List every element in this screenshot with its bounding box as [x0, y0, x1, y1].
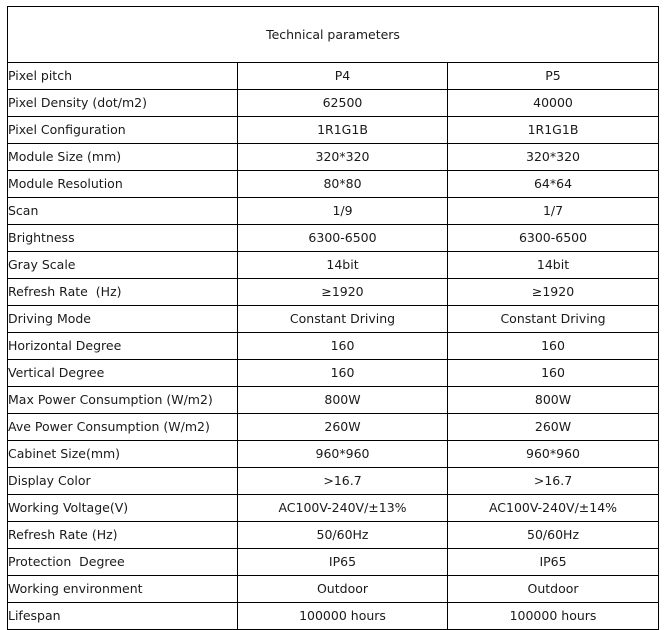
spec-sheet: [7, 6, 658, 621]
parameter-name-cell: Max Power Consumption (W/m2): [8, 387, 238, 414]
p4-value-cell: 100000 hours: [238, 603, 448, 630]
p5-value-cell: Constant Driving: [448, 306, 659, 333]
p4-value-cell: 320*320: [238, 144, 448, 171]
p4-value-cell: >16.7: [238, 468, 448, 495]
p4-value-cell: 960*960: [238, 441, 448, 468]
table-row: [8, 468, 659, 495]
p5-value-cell: P5: [448, 63, 659, 90]
p4-value-cell: 80*80: [238, 171, 448, 198]
parameter-name-cell: Vertical Degree: [8, 360, 238, 387]
p5-value-cell: Outdoor: [448, 576, 659, 603]
table-row: [8, 225, 659, 252]
table-row: [8, 198, 659, 225]
parameter-name-cell: Refresh Rate (Hz): [8, 522, 238, 549]
p4-value-cell: AC100V-240V/±13%: [238, 495, 448, 522]
table-row: [8, 117, 659, 144]
table-row: [8, 252, 659, 279]
p4-value-cell: 260W: [238, 414, 448, 441]
parameter-name-cell: Lifespan: [8, 603, 238, 630]
table-row: [8, 279, 659, 306]
parameter-name-cell: Module Resolution: [8, 171, 238, 198]
p5-value-cell: AC100V-240V/±14%: [448, 495, 659, 522]
parameter-name-cell: Horizontal Degree: [8, 333, 238, 360]
p5-value-cell: 6300-6500: [448, 225, 659, 252]
parameter-name-cell: Working environment: [8, 576, 238, 603]
parameter-name-cell: Pixel Density (dot/m2): [8, 90, 238, 117]
parameter-name-cell: Cabinet Size(mm): [8, 441, 238, 468]
p4-value-cell: 1/9: [238, 198, 448, 225]
parameter-name-cell: Driving Mode: [8, 306, 238, 333]
p5-value-cell: 1R1G1B: [448, 117, 659, 144]
p4-value-cell: 1R1G1B: [238, 117, 448, 144]
table-row: [8, 306, 659, 333]
table-row: [8, 90, 659, 117]
parameter-name-cell: Pixel pitch: [8, 63, 238, 90]
table-title-row: [8, 7, 659, 63]
parameter-name-cell: Brightness: [8, 225, 238, 252]
p5-value-cell: 50/60Hz: [448, 522, 659, 549]
p5-value-cell: 1/7: [448, 198, 659, 225]
p5-value-cell: 100000 hours: [448, 603, 659, 630]
technical-parameters-table: [7, 6, 659, 630]
table-row: [8, 522, 659, 549]
table-row: [8, 171, 659, 198]
parameter-name-cell: Gray Scale: [8, 252, 238, 279]
p5-value-cell: 960*960: [448, 441, 659, 468]
p5-value-cell: ≥1920: [448, 279, 659, 306]
parameter-name-cell: Protection Degree: [8, 549, 238, 576]
table-title: Technical parameters: [8, 7, 659, 63]
p5-value-cell: 160: [448, 333, 659, 360]
table-row: [8, 441, 659, 468]
parameter-name-cell: Display Color: [8, 468, 238, 495]
p5-value-cell: >16.7: [448, 468, 659, 495]
table-row: [8, 576, 659, 603]
p5-value-cell: 64*64: [448, 171, 659, 198]
p4-value-cell: 160: [238, 360, 448, 387]
table-row: [8, 603, 659, 630]
table-row: [8, 495, 659, 522]
p4-value-cell: P4: [238, 63, 448, 90]
p5-value-cell: 160: [448, 360, 659, 387]
p5-value-cell: 260W: [448, 414, 659, 441]
parameter-name-cell: Ave Power Consumption (W/m2): [8, 414, 238, 441]
p4-value-cell: Constant Driving: [238, 306, 448, 333]
p4-value-cell: 50/60Hz: [238, 522, 448, 549]
parameter-name-cell: Working Voltage(V): [8, 495, 238, 522]
p5-value-cell: 800W: [448, 387, 659, 414]
parameter-name-cell: Scan: [8, 198, 238, 225]
table-row: [8, 549, 659, 576]
p4-value-cell: 62500: [238, 90, 448, 117]
p4-value-cell: IP65: [238, 549, 448, 576]
p4-value-cell: 6300-6500: [238, 225, 448, 252]
parameter-name-cell: Pixel Configuration: [8, 117, 238, 144]
table-row: [8, 360, 659, 387]
p4-value-cell: ≥1920: [238, 279, 448, 306]
p5-value-cell: IP65: [448, 549, 659, 576]
p5-value-cell: 320*320: [448, 144, 659, 171]
table-row: [8, 63, 659, 90]
p4-value-cell: 800W: [238, 387, 448, 414]
table-row: [8, 144, 659, 171]
p5-value-cell: 40000: [448, 90, 659, 117]
p5-value-cell: 14bit: [448, 252, 659, 279]
p4-value-cell: 14bit: [238, 252, 448, 279]
p4-value-cell: 160: [238, 333, 448, 360]
p4-value-cell: Outdoor: [238, 576, 448, 603]
parameter-name-cell: Refresh Rate (Hz): [8, 279, 238, 306]
table-row: [8, 414, 659, 441]
parameter-name-cell: Module Size (mm): [8, 144, 238, 171]
table-row: [8, 333, 659, 360]
table-row: [8, 387, 659, 414]
